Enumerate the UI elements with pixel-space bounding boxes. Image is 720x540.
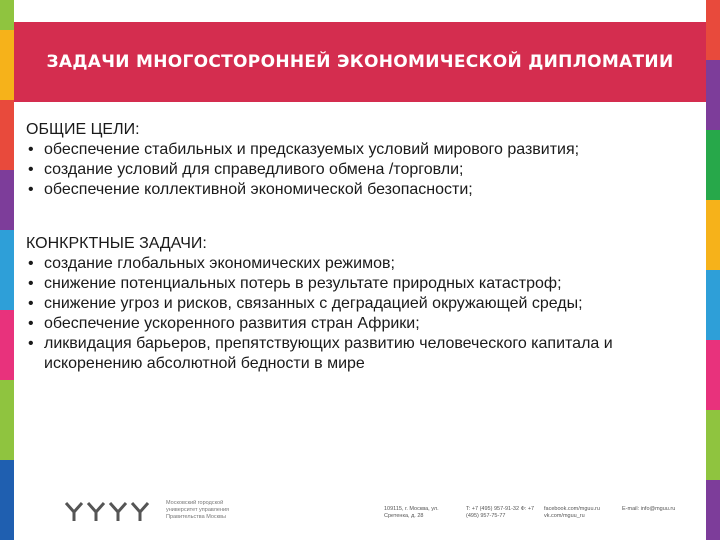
university-logo-icon <box>64 500 154 522</box>
list-item: • снижение угроз и рисков, связанных с деградацией окружающей среды; <box>28 295 583 312</box>
list-item: • снижение потенциальных потерь в результате природных катастроф; <box>28 275 562 292</box>
left-color-stripe <box>0 0 14 540</box>
right-color-stripe <box>706 0 720 540</box>
list-item: • обеспечение коллективной экономической безопасности; <box>28 181 473 198</box>
bullet-icon: • <box>28 181 34 198</box>
specific-tasks-list <box>26 254 706 374</box>
list-item: • обеспечение ускоренного развития стран Африки; <box>28 315 420 332</box>
title-bar <box>14 22 706 102</box>
general-goals-list <box>26 140 706 200</box>
bullet-icon: • <box>28 161 34 178</box>
footer-address: 109115, г. Москва, ул. Сретенка, д. 28 <box>384 506 439 519</box>
footer-phones: T: +7 (495) 957-91-32 Ф: +7 (495) 957-75-77 <box>466 506 535 519</box>
slide-content <box>26 120 706 374</box>
bullet-icon: • <box>28 141 34 158</box>
footer <box>54 498 676 528</box>
list-item: • ликвидация барьеров, препятствующих развитию человеческого капитала и искоренению абсолютной бедности в мире <box>28 335 613 372</box>
footer-social: facebook.com/mguu.ru vk.com/mguu_ru <box>544 506 600 519</box>
bullet-icon: • <box>28 295 34 312</box>
university-name: Московский городской университет управления Правительства Москвы <box>166 500 230 520</box>
general-goals-heading: ОБЩИЕ ЦЕЛИ: <box>26 121 140 138</box>
slide-title: ЗАДАЧИ МНОГОСТОРОННЕЙ ЭКОНОМИЧЕСКОЙ ДИПЛОМАТИИ <box>46 52 674 72</box>
bullet-icon: • <box>28 255 34 272</box>
bullet-icon: • <box>28 335 34 352</box>
footer-email: E-mail: info@mguu.ru <box>622 506 676 512</box>
bullet-icon: • <box>28 315 34 332</box>
list-item: • создание условий для справедливого обмена /торговли; <box>28 161 464 178</box>
slide <box>14 0 706 540</box>
specific-tasks-heading: КОНКРКТНЫЕ ЗАДАЧИ: <box>26 235 207 252</box>
bullet-icon: • <box>28 275 34 292</box>
list-item: • создание глобальных экономических режимов; <box>28 255 395 272</box>
list-item: • обеспечение стабильных и предсказуемых условий мирового развития; <box>28 141 580 158</box>
